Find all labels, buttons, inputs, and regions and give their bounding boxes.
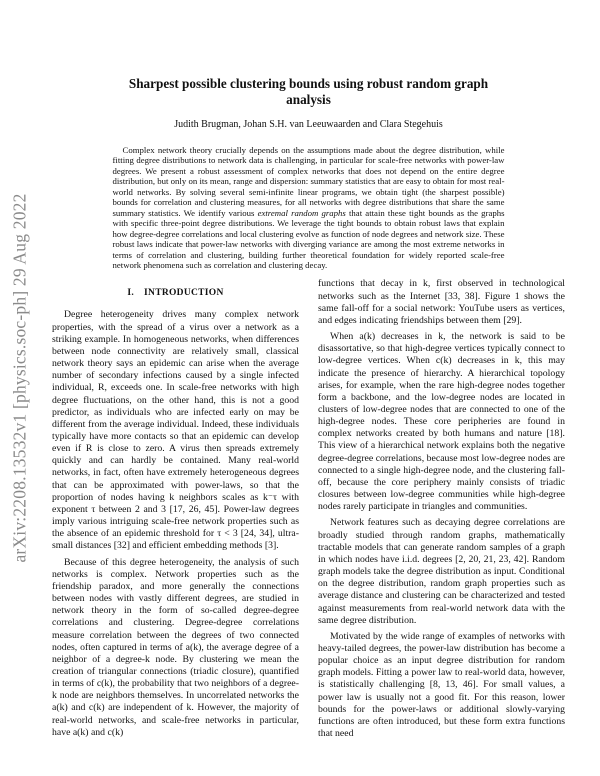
left-column — [52, 278, 299, 744]
paper-title: Sharpest possible clustering bounds using robust random graph analysis — [128, 76, 489, 107]
abstract — [113, 145, 505, 270]
section-number: I. — [127, 288, 135, 299]
paragraph: functions that decay in k, first observed in technological networks such as the Internet [33, 38]. Figure 1 shows the same fall-off for a social network: YouTube users as vertices, and edges indicating friendships between them [29]. — [318, 278, 565, 326]
abstract-emphasis: extremal random graphs — [257, 207, 346, 218]
author-list: Judith Brugman, Johan S.H. van Leeuwaarden and Clara Stegehuis — [174, 119, 443, 130]
page-content — [52, 76, 565, 744]
paragraph: Motivated by the wide range of examples of networks with heavy-tailed degrees, the power-law distribution has become a popular choice as an input degree distribution for random graph models. Fitting a power law to real-world data, however, is statistically challenging [8, 13, 46]. For small values, a power law is usually not a good fit. For this reason, lower bounds for the power-laws or additional slowly-varying functions are often introduced, but these form extra functions that need — [318, 630, 565, 740]
right-column — [318, 278, 565, 744]
paragraph: Network features such as decaying degree correlations are broadly studied through random graphs, mathematically tractable models that can generate random samples of a graph in which nodes have i.i.d. degrees [2, 20, 21, 23, 42]. Random graph models take the degree distribution as input. Conditional on the degree distribution, random graph properties such as average distance and clustering can be characterized and tested against measurements from real-world network data with the same degree distribution. — [318, 517, 565, 626]
arxiv-identifier-stamp: arXiv:2208.13532v1 [physics.soc-ph] 29 Aug 2022 — [9, 193, 30, 563]
section-title: INTRODUCTION — [144, 288, 224, 299]
paragraph: Degree heterogeneity drives many complex network properties, with the spread of a virus over a network as a striking example. In homogeneous networks, when differences between node connectivity are relatively small, classical network theory says an epidemic can arise when the average number of secondary infections caused by a single infected individual, R, exceeds one. In scale-free networks with high degree fluctuations, on the other hand, this is not a good predictor, as individuals who are infected early on may be different from the average individual. Indeed, these individuals typically have more contacts so that an epidemic can develop even if R is close to zero. A virus then spreads extremely quickly and can hardly be contained. Many real-world networks, in fact, often have extremely heterogeneous degrees that can be approximated with power-laws, so that the proportion of nodes having k neighbors scales as k⁻τ with exponent τ between 2 and 3 [17, 26, 45]. Power-law degrees imply various intriguing scale-free network properties such as the absence of an epidemic threshold for τ < 3 [24, 34], ultra-small distances [32] and efficient embedding methods [3]. — [52, 309, 299, 552]
abstract-text: Complex network theory crucially depends on the assumptions made about the degree distribution, while fitting degree distributions to network data is challenging, in particular for scale-free networks with power-law degrees. We present a robust assessment of complex networks that does not depend on the entire degree distribution, but only on its mean, range and dispersion: summary statistics that are easy to obtain for most real-world networks. By solving several semi-infinite linear programs, we obtain tight (the sharpest possible) bounds for correlation and clustering measures, for all networks with degree distributions that share the same summary statistics. We identify various — [112, 145, 505, 218]
abstract-text: that attain these tight bounds as the graphs with specific three-point degree distributions. We leverage the tight bounds to obtain robust laws that explain how degree-degree correlations and local clustering evolve as function of node degrees and network size. These robust laws indicate that power-law networks with diverging variance are among the most extreme networks in terms of correlation and clustering, building further theoretical foundation for widely reported scale-free network phenomena such as correlation and clustering decay. — [112, 207, 505, 270]
paragraph: When a(k) decreases in k, the network is said to be disassortative, so that high-degree vertices typically connect to low-degree vertices. When c(k) decreases in k, this may indicate the presence of hierarchy. A hierarchical topology arises, for example, when the rare high-degree nodes together form a backbone, and the low-degree nodes are located in clusters of low-degree nodes that are connected to one of the high-degree nodes. These core peripheries are found in complex networks created by both humans and nature [18]. This view of a hierarchical network explains both the negative degree-degree correlations, because most low-degree nodes are connected to a single high-degree node, and the clustering fall-off, because the core periphery mainly consists of triadic closures between low-degree communities while high-degree nodes rarely participate in triangles and communities. — [318, 331, 565, 513]
section-heading — [52, 287, 299, 299]
paragraph: Because of this degree heterogeneity, the analysis of such networks is complex. Network properties such as the friendship paradox, and more generally the connections between nodes with vastly different degrees, are studied in network theory in the form of so-called degree-degree correlations and clustering. Degree-degree correlations measure correlation between the degrees of two connected nodes, often captured in terms of a(k), the average degree of a neighbor of a degree-k node. By clustering we mean the creation of triangular connections (triadic closure), quantified in terms of c(k), the probability that two neighbors of a degree-k node are neighbors themselves. In uncorrelated networks the a(k) and c(k) are independent of k. However, the majority of real-world networks, and scale-free networks in particular, have a(k) and c(k) — [52, 556, 299, 738]
body-columns — [52, 278, 565, 744]
